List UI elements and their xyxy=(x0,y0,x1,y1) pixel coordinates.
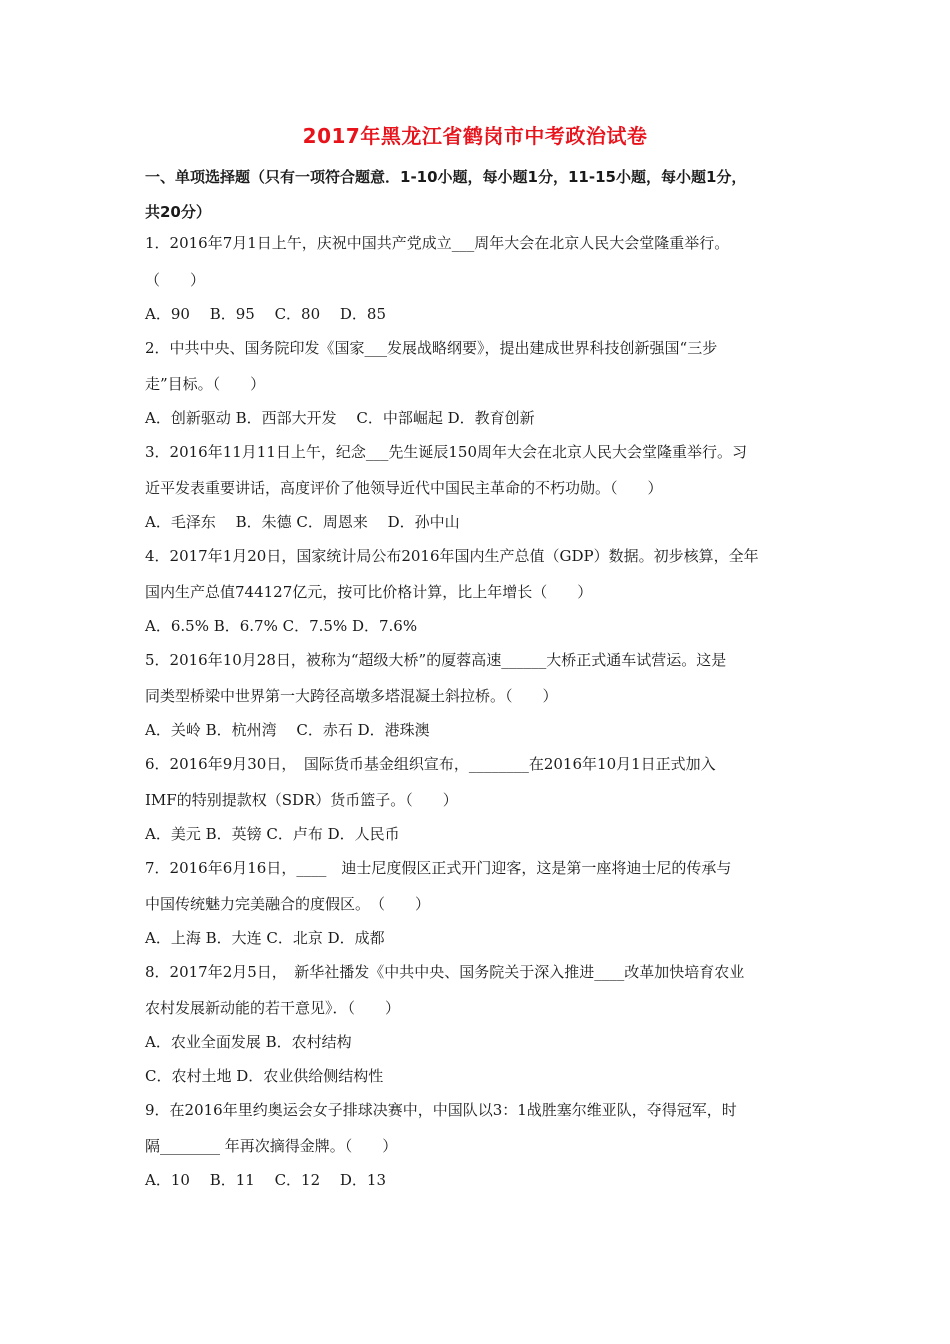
question-6-options: A．美元 B．英镑 C．卢布 D．人民币 xyxy=(145,825,400,843)
question-3-line-1: 3．2016年11月11日上午，纪念___先生诞辰150周年大会在北京人民大会堂隆重举行。习 xyxy=(145,443,748,461)
question-2-options: A．创新驱动 B．西部大开发 C．中部崛起 D．教育创新 xyxy=(145,409,535,427)
exam-title: 2017年黑龙江省鹤岗市中考政治试卷 xyxy=(302,124,648,148)
section-heading-line-1: 一、单项选择题（只有一项符合题意．1-10小题，每小题1分，11-15小题，每小题1分， xyxy=(145,168,747,186)
question-5-line-1: 5．2016年10月28日，被称为“超级大桥”的厦蓉高速______大桥正式通车试营运。这是 xyxy=(145,651,727,669)
question-9-line-1: 9．在2016年里约奥运会女子排球决赛中，中国队以3：1战胜塞尔维亚队，夺得冠军，时 xyxy=(145,1101,737,1119)
question-1-options: A．90 B．95 C．80 D．85 xyxy=(145,305,387,323)
question-6-line-1: 6．2016年9月30日， 国际货币基金组织宣布，________在2016年10月1日正式加入 xyxy=(145,755,716,773)
question-6-line-2: IMF的特别提款权（SDR）货币篮子。（ ） xyxy=(145,791,458,809)
question-4-line-1: 4．2017年1月20日，国家统计局公布2016年国内生产总值（GDP）数据。初步核算，全年 xyxy=(145,547,759,565)
question-8-line-2: 农村发展新动能的若干意见》．（ ） xyxy=(145,999,401,1017)
question-8-options-2: C．农村土地 D．农业供给侧结构性 xyxy=(145,1067,384,1085)
question-8-options-1: A．农业全面发展 B．农村结构 xyxy=(145,1033,352,1051)
question-4-options: A．6.5% B．6.7% C．7.5% D．7.6% xyxy=(145,617,418,635)
question-5-options: A．关岭 B．杭州湾 C．赤石 D．港珠澳 xyxy=(145,721,430,739)
question-4-line-2: 国内生产总值744127亿元，按可比价格计算，比上年增长（ ） xyxy=(145,583,593,601)
question-8-line-1: 8．2017年2月5日， 新华社播发《中共中央、国务院关于深入推进____改革加快培育农业 xyxy=(145,963,745,981)
question-1-line-1: 1．2016年7月1日上午，庆祝中国共产党成立___周年大会在北京人民大会堂隆重举行。 xyxy=(145,234,730,252)
question-2-line-1: 2．中共中央、国务院印发《国家___发展战略纲要》，提出建成世界科技创新强国“三步 xyxy=(145,339,718,357)
question-9-line-2: 隔________ 年再次摘得金牌。（ ） xyxy=(145,1137,398,1155)
section-heading-line-2: 共20分） xyxy=(145,203,211,221)
question-7-line-1: 7．2016年6月16日，____ 迪士尼度假区正式开门迎客，这是第一座将迪士尼的传承与 xyxy=(145,859,732,877)
question-3-line-2: 近平发表重要讲话，高度评价了他领导近代中国民主革命的不朽功勋。（ ） xyxy=(145,479,663,497)
question-7-options: A．上海 B．大连 C．北京 D．成都 xyxy=(145,929,385,947)
question-7-line-2: 中国传统魅力完美融合的度假区。 （ ） xyxy=(145,895,431,913)
question-3-options: A．毛泽东 B．朱德 C．周恩来 D．孙中山 xyxy=(145,513,460,531)
question-2-line-2: 走”目标。（ ） xyxy=(145,375,266,393)
question-9-options: A．10 B．11 C．12 D．13 xyxy=(145,1171,387,1189)
question-1-line-2: （ ） xyxy=(145,271,206,289)
question-5-line-2: 同类型桥梁中世界第一大跨径高墩多塔混凝土斜拉桥。（ ） xyxy=(145,687,558,705)
